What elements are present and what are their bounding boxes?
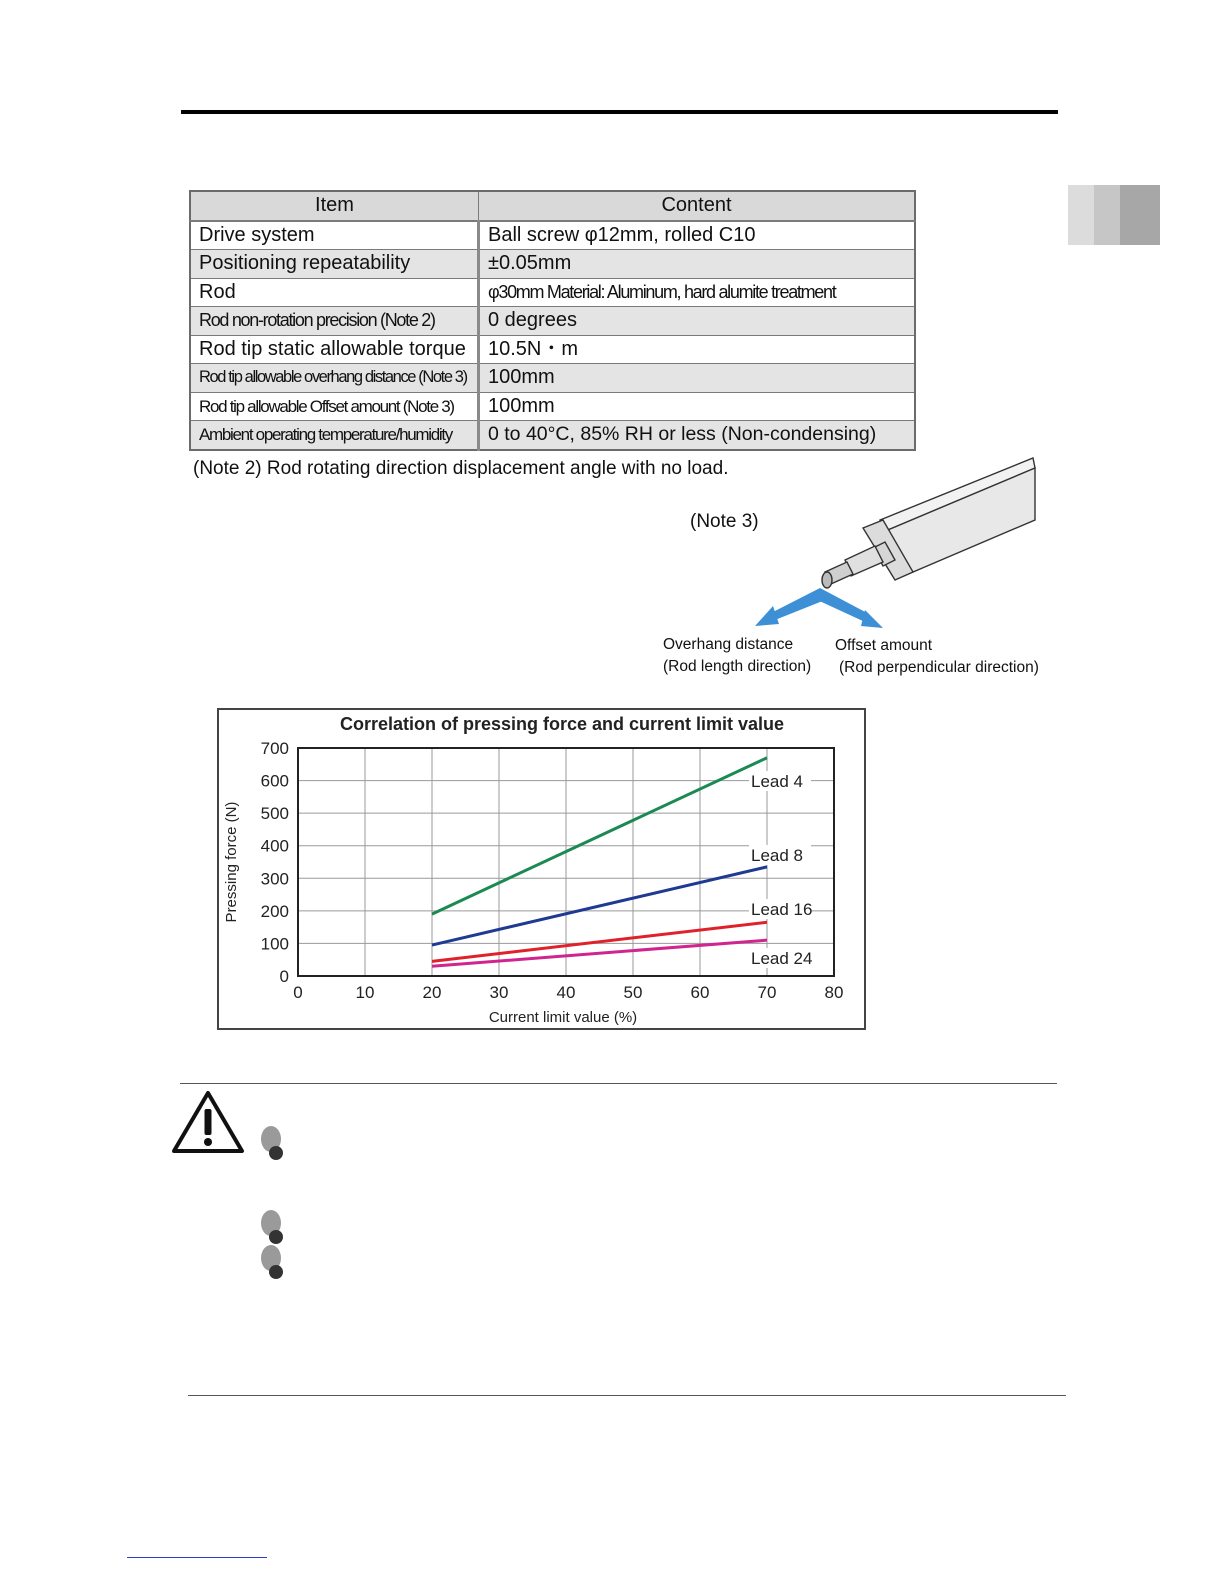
table-row	[190, 307, 915, 336]
bullet-icon	[261, 1245, 287, 1281]
x-tick-label: 0	[293, 983, 303, 1002]
row-content: 100mm	[479, 392, 916, 421]
footer-link-underline	[127, 1557, 267, 1558]
x-tick-label: 80	[824, 983, 844, 1002]
y-tick-label: 700	[260, 739, 289, 758]
row-item: Positioning repeatability	[190, 250, 479, 279]
series-line	[432, 940, 767, 966]
pressing-force-chart	[217, 708, 866, 1030]
y-tick-label: 500	[260, 804, 289, 824]
series-line	[432, 758, 767, 914]
row-item: Rod	[190, 278, 479, 307]
x-tick-label: 10	[355, 983, 375, 1002]
row-item: Rod tip static allowable torque	[190, 335, 479, 364]
row-content: φ30mm Material: Aluminum, hard alumite treatment	[479, 278, 916, 307]
x-tick-label: 30	[489, 983, 509, 1002]
header-item: Item	[190, 191, 479, 221]
header-content: Content	[479, 191, 916, 221]
note-3-label: (Note 3)	[690, 511, 759, 532]
series-label: Lead 4	[751, 772, 803, 791]
row-content: 0 to 40°C, 85% RH or less (Non-condensing)	[479, 421, 916, 450]
overhang-label-line2: (Rod length direction)	[663, 658, 812, 675]
y-tick-label: 600	[260, 771, 289, 791]
series-label: Lead 24	[751, 949, 813, 968]
row-content: ±0.05mm	[479, 250, 916, 279]
row-content: 10.5N・m	[479, 335, 916, 364]
y-tick-label: 400	[260, 836, 289, 856]
table-row	[190, 278, 915, 307]
table-row	[190, 364, 915, 393]
footer-rule	[188, 1395, 1066, 1396]
x-tick-label: 70	[757, 983, 777, 1002]
note-2: (Note 2) Rod rotating direction displacement angle with no load.	[193, 458, 729, 479]
spec-table-header	[190, 191, 915, 221]
x-tick-label: 20	[422, 983, 442, 1002]
table-row	[190, 392, 915, 421]
bullet-icon	[261, 1126, 287, 1162]
y-tick-label: 100	[260, 934, 289, 954]
x-tick-label: 40	[556, 983, 576, 1002]
spec-table	[189, 190, 916, 451]
row-content: 100mm	[479, 364, 916, 393]
y-tick-label: 300	[260, 869, 289, 889]
chapter-tab	[1068, 185, 1160, 245]
row-item: Rod tip allowable overhang distance (Note 3)	[190, 364, 479, 393]
overhang-label	[663, 634, 811, 678]
y-tick-label: 200	[260, 901, 289, 921]
y-axis-label: Pressing force (N)	[223, 801, 240, 923]
offset-label	[835, 635, 1039, 679]
section-divider	[180, 1083, 1057, 1084]
bullet-icon	[261, 1210, 287, 1246]
top-rule	[181, 110, 1058, 114]
row-content: 0 degrees	[479, 307, 916, 336]
series-line	[432, 922, 767, 961]
chart-title: Correlation of pressing force and current limit value	[339, 714, 785, 734]
series-label: Lead 16	[751, 900, 813, 919]
row-item: Rod non-rotation precision (Note 2)	[190, 307, 479, 336]
x-tick-label: 60	[690, 983, 710, 1002]
table-row	[190, 250, 915, 279]
row-content: Ball screw φ12mm, rolled C10	[479, 221, 916, 250]
row-item: Rod tip allowable Offset amount (Note 3)	[190, 392, 479, 421]
row-item: Drive system	[190, 221, 479, 250]
chart-svg	[219, 710, 864, 1028]
table-row	[190, 335, 915, 364]
offset-label-line1: Offset amount	[835, 637, 933, 654]
x-tick-label: 50	[623, 983, 643, 1002]
table-row	[190, 221, 915, 250]
x-axis-label: Current limit value (%)	[488, 1009, 638, 1026]
row-item: Ambient operating temperature/humidity	[190, 421, 479, 450]
warning-icon	[171, 1089, 245, 1155]
offset-label-line2: (Rod perpendicular direction)	[839, 659, 1039, 676]
series-label: Lead 8	[751, 846, 803, 865]
overhang-label-line1: Overhang distance	[663, 636, 794, 653]
y-tick-label: 0	[279, 967, 289, 986]
